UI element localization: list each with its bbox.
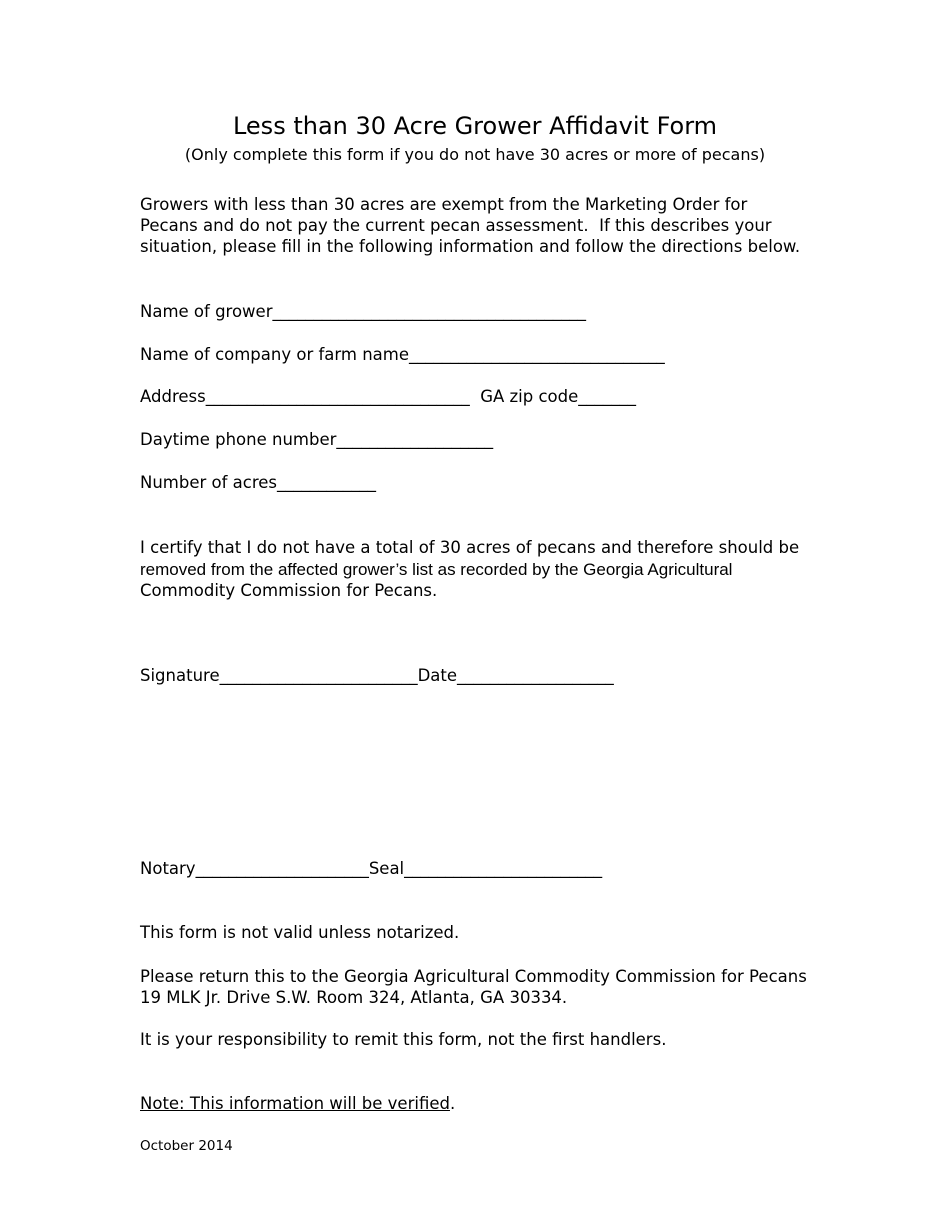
- acres-field[interactable]: Number of acres____________: [140, 473, 377, 492]
- validity-notice: This form is not valid unless notarized.: [140, 923, 460, 942]
- address-field[interactable]: Address________________________________ GA zip code_______: [140, 387, 637, 406]
- verification-note-text: Note: This information will be verified: [140, 1094, 450, 1113]
- verification-note-period: .: [449, 1094, 456, 1113]
- certification-line-2: removed from the affected grower’s list as recorded by the Georgia Agricultural: [140, 560, 733, 579]
- intro-line-1: Growers with less than 30 acres are exempt from the Marketing Order for: [140, 195, 748, 214]
- form-title: Less than 30 Acre Grower Affidavit Form: [232, 112, 718, 140]
- verification-note: [140, 1094, 455, 1113]
- return-line-2: 19 MLK Jr. Drive S.W. Room 324, Atlanta, GA 30334.: [140, 988, 568, 1007]
- form-subtitle: (Only complete this form if you do not have 30 acres or more of pecans): [184, 145, 766, 164]
- grower-name-field[interactable]: Name of grower______________________________________: [140, 302, 586, 321]
- return-line-1: Please return this to the Georgia Agricultural Commodity Commission for Pecans: [140, 967, 807, 986]
- certification-line-3: Commodity Commission for Pecans.: [140, 581, 438, 600]
- notary-seal-field[interactable]: Notary_____________________Seal________________________: [140, 859, 603, 878]
- intro-line-2: Pecans and do not pay the current pecan assessment. If this describes your: [140, 216, 772, 235]
- company-name-field[interactable]: Name of company or farm name_______________________________: [140, 345, 665, 364]
- phone-field[interactable]: Daytime phone number___________________: [140, 430, 494, 449]
- signature-date-field[interactable]: Signature________________________Date___________________: [140, 666, 614, 685]
- form-date: October 2014: [140, 1138, 233, 1154]
- responsibility-notice: It is your responsibility to remit this form, not the first handlers.: [140, 1030, 667, 1049]
- certification-line-1: I certify that I do not have a total of 30 acres of pecans and therefore should be: [140, 538, 800, 557]
- intro-line-3: situation, please fill in the following information and follow the directions below.: [140, 237, 801, 256]
